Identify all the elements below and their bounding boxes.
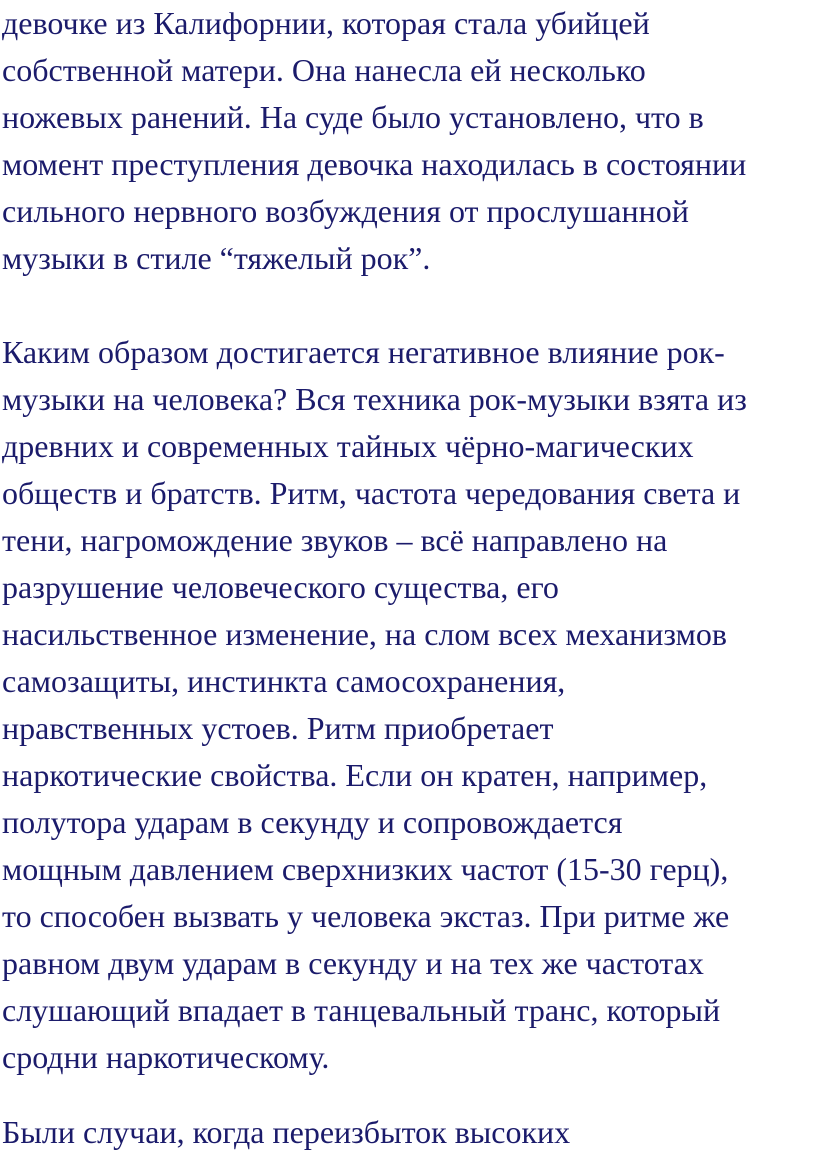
text-line: Каким образом достигается негативное влияние рок- [2,334,725,370]
text-line: разрушение человеческого существа, его [2,569,559,605]
text-line: самозащиты, инстинкта самосохранения, [2,663,566,699]
text-line: сильного нервного возбуждения от прослушанной [2,193,689,229]
text-line: момент преступления девочка находилась в состоянии [2,146,747,182]
text-line: ножевых ранений. На суде было установлено, что в [2,99,704,135]
text-line: музыки на человека? Вся техника рок-музыки взята из [2,381,747,417]
text-line: музыки в стиле “тяжелый рок”. [2,240,431,276]
text-line: сродни наркотическому. [2,1039,330,1075]
text-line: обществ и братств. Ритм, частота чередования света и [2,475,741,511]
text-line: слушающий впадает в танцевальный транс, который [2,992,721,1028]
text-line: древних и современных тайных чёрно-магических [2,428,694,464]
text-line: то способен вызвать у человека экстаз. При ритме же [2,898,730,934]
text-line: насильственное изменение, на слом всех механизмов [2,616,727,652]
text-line: равном двум ударам в секунду и на тех же частотах [2,945,704,981]
text-line: мощным давлением сверхнизких частот (15-30 герц), [2,851,729,887]
text-line: нравственных устоев. Ритм приобретает [2,710,554,746]
text-line: Были случаи, когда переизбыток высоких [2,1114,571,1150]
text-line: собственной матери. Она нанесла ей несколько [2,52,646,88]
text-line: девочке из Калифорнии, которая стала убийцей [2,5,650,41]
text-line: наркотические свойства. Если он кратен, например, [2,757,708,793]
text-line: тени, нагромождение звуков – всё направлено на [2,522,668,558]
text-line: полутора ударам в секунду и сопровождается [2,804,623,840]
